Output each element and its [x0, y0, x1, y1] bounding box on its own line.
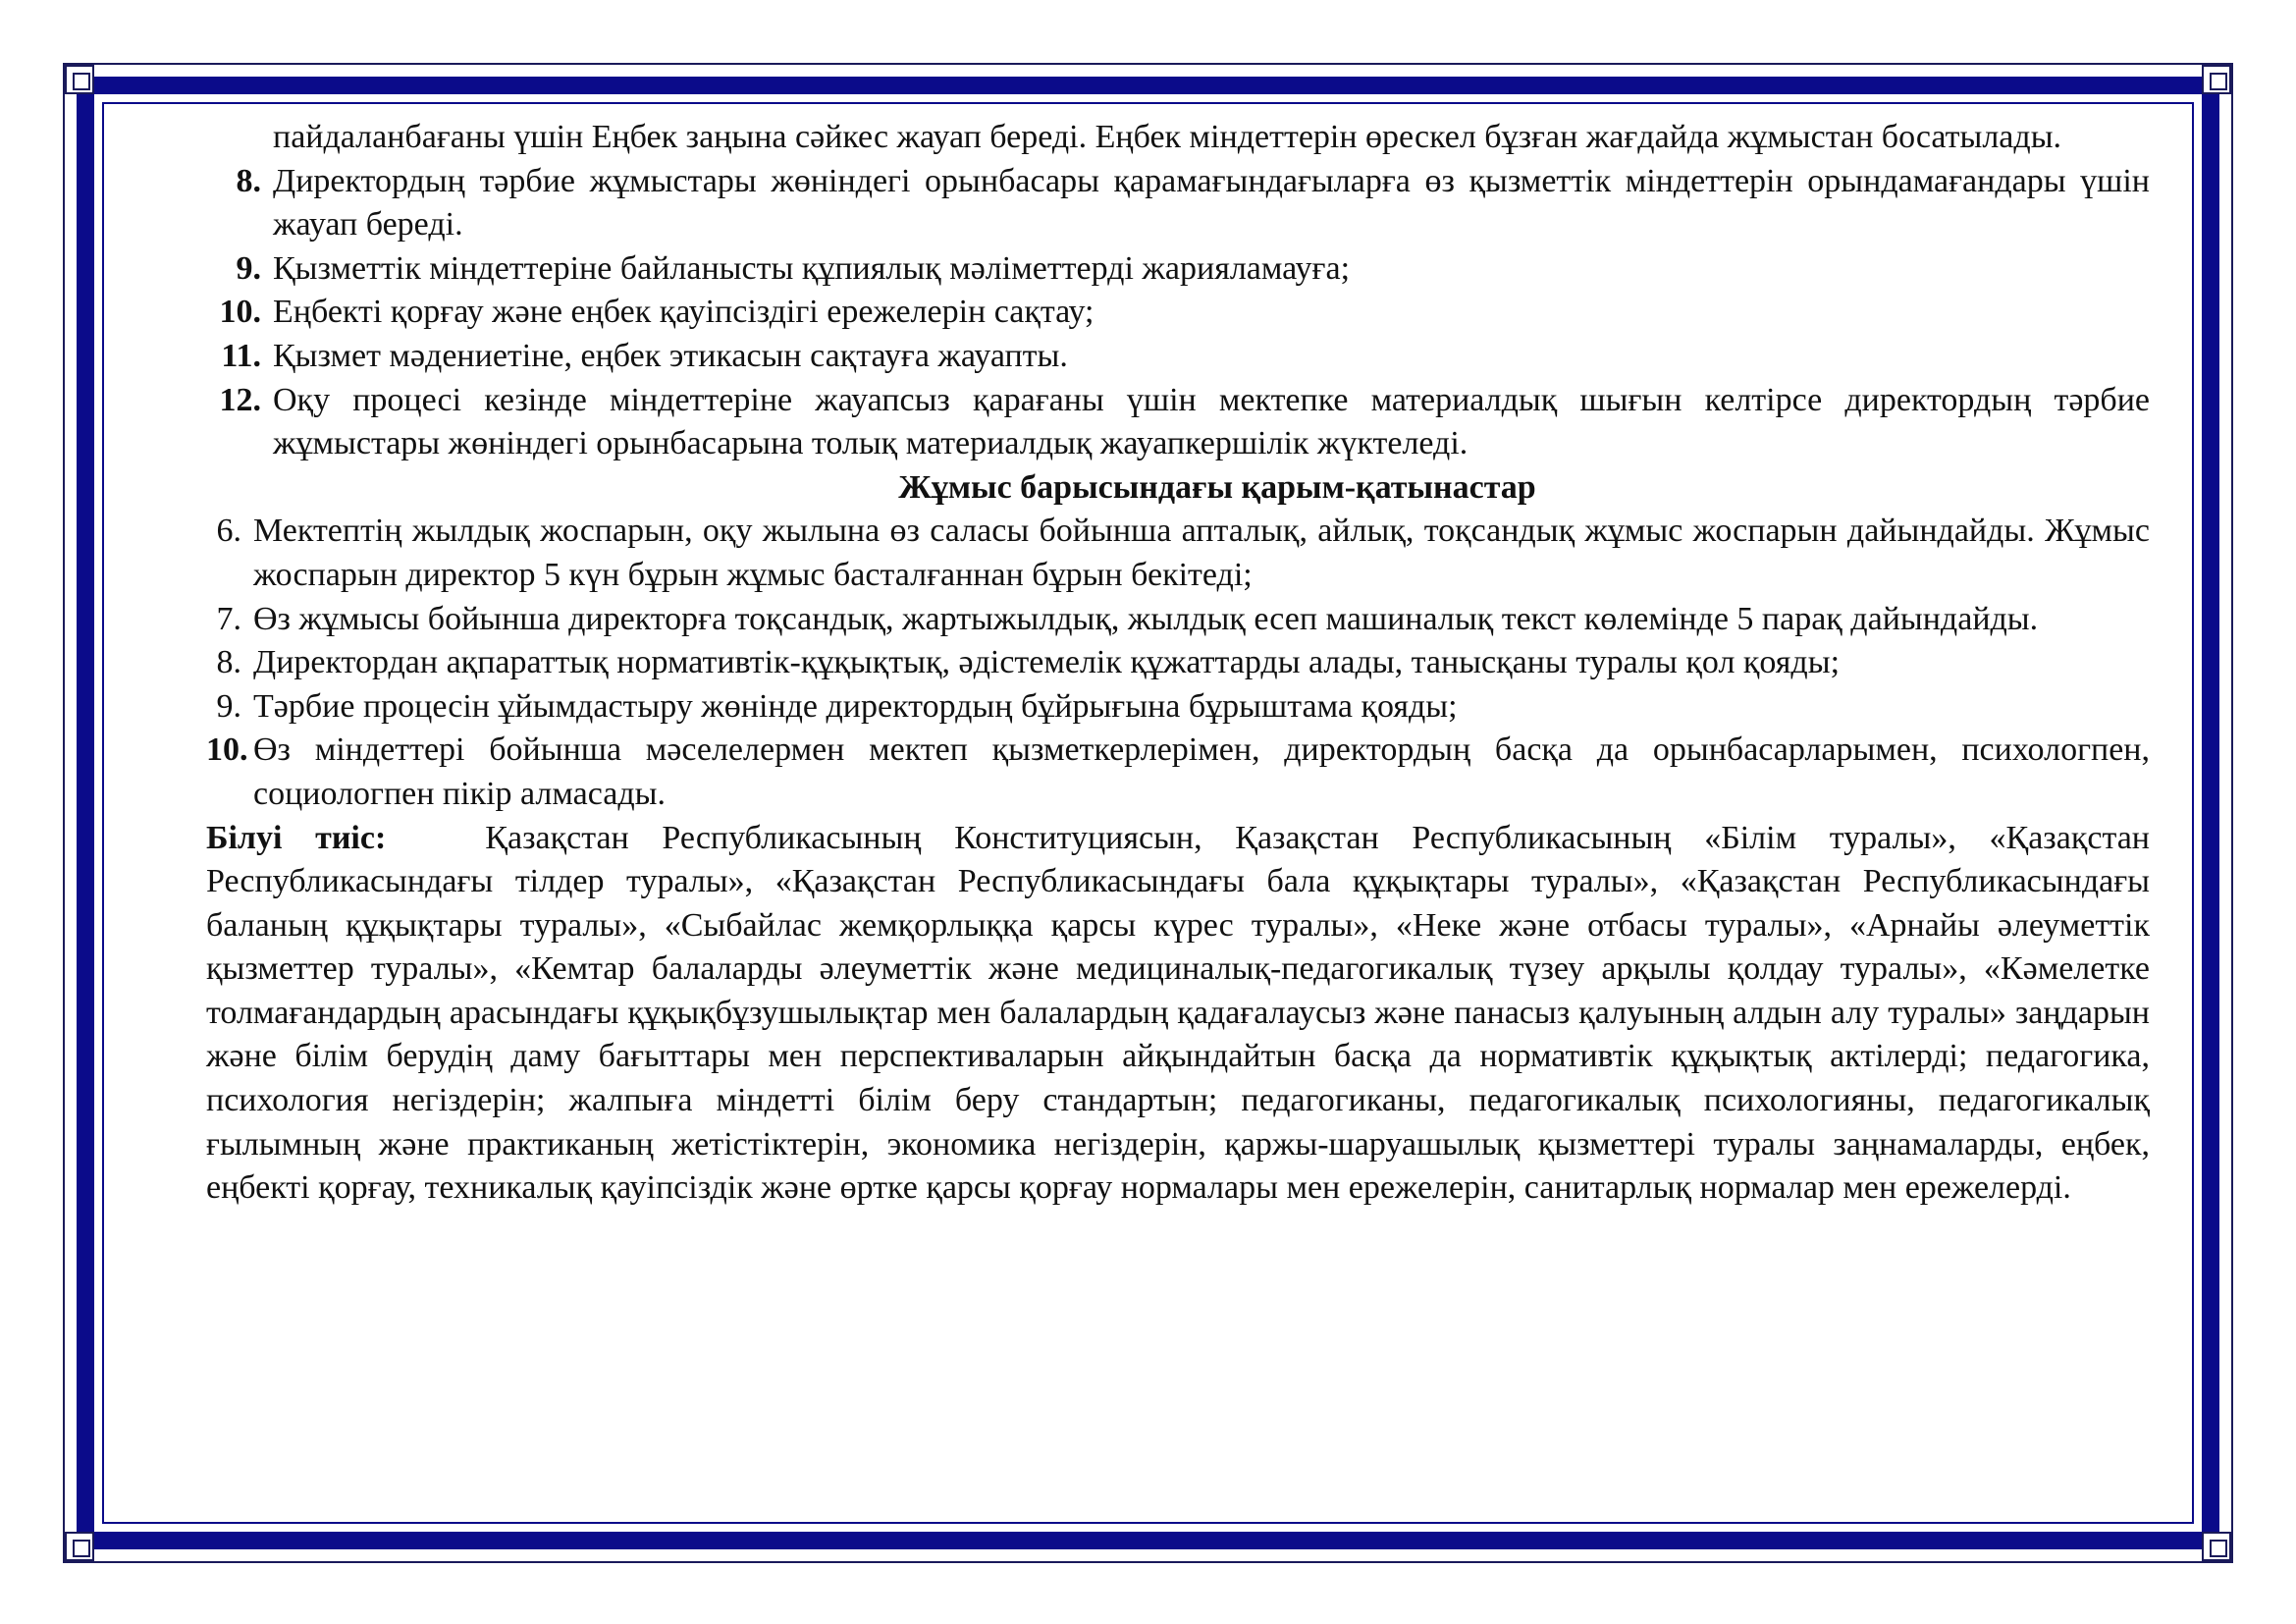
section-heading: Жұмыс барысындағы қарым-қатынастар	[898, 468, 1536, 506]
list-item	[206, 379, 2150, 466]
frame-corner-bottom-left	[65, 1532, 94, 1561]
list-item-text: Директордан ақпараттық нормативтік-құқықтық, әдістемелік құжаттарды алады, танысқаны туралы қол қояды;	[253, 644, 1841, 681]
list-item	[206, 685, 2150, 730]
list-item-text: Өз жұмысы бойынша директорға тоқсандық, жартыжылдық, жылдық есеп машиналық текст көлемінде 5 парақ дайындайды.	[253, 600, 2039, 637]
list-item	[206, 598, 2150, 642]
document-body	[206, 116, 2150, 1211]
list-item	[206, 247, 2150, 292]
list-item-text: Мектептің жылдық жоспарын, оқу жылына өз саласы бойынша апталық, айлық, тоқсандық жұмыс жоспарын дайындайды. Жұмыс жоспарын директор 5 күн бұрын жұмыс басталғаннан бұрын бекітеді;	[253, 513, 2150, 593]
list-item-number: 10.	[206, 731, 248, 769]
list-item	[206, 291, 2150, 335]
list-item-number: 12.	[219, 381, 261, 418]
knowledge-paragraph	[206, 817, 2150, 1211]
frame-corner-bottom-right	[2202, 1532, 2231, 1561]
list-item-number: 8.	[216, 644, 241, 681]
list-item-number: 11.	[221, 337, 261, 374]
list-item-number: 7.	[216, 600, 241, 637]
list-item-number: 6.	[216, 513, 241, 550]
list-item-number: 9.	[236, 249, 261, 287]
list-item-text: Қызметтік міндеттеріне байланысты құпиялық мәліметтерді жарияламауға;	[273, 249, 1351, 287]
continuation-paragraph: пайдаланбағаны үшін Еңбек заңына сәйкес жауап береді. Еңбек міндеттерін өрескел бұзған жағдайда жұмыстан босатылады.	[273, 119, 2062, 155]
list-item	[206, 729, 2150, 816]
list-item-text: Оқу процесі кезінде міндеттеріне жауапсыз қарағаны үшін мектепке материалдық шығын келтірсе директордың тәрбие жұмыстары жөніндегі орынбасарына толық материалдық жауапкершілік жүктеледі.	[273, 381, 2150, 462]
frame-corner-top-left	[65, 65, 94, 94]
list-item	[206, 510, 2150, 597]
list-item-text: Директордың тәрбие жұмыстары жөніндегі орынбасары қарамағындағыларға өз қызметтік міндеттерін орындамағандары үшін жауап береді.	[273, 162, 2150, 244]
list-item-text: Өз міндеттері бойынша мәселелермен мектеп қызметкерлерімен, директордың басқа да орынбасарларымен, психологпен, социологпен пікір алмасады.	[253, 731, 2150, 812]
knowledge-text: Қазақстан Республикасының Конституциясын, Қазақстан Республикасының «Білім туралы», «Қазақстан Республикасындағы тілдер туралы», «Қазақстан Республикасындағы бала құқықтары туралы», «Қазақстан Республикасындағы баланың құқықтары туралы», «Сыбайлас жемқорлыққа қарсы күрес туралы», «Неке және отбасы туралы», «Арнайы әлеуметтік қызметтер туралы», «Кемтар балаларды әлеуметтік және медициналық-педагогикалық түзеу арқылы қолдау туралы», «Кәмелетке толмағандардың арасындағы құқықбұзушылықтар мен балалардың қадағалаусыз және панасыз қалуының алдын алу туралы» заңдарын және білім берудің даму бағыттары мен перспективаларын айқындайтын басқа да нормативтік құқықтық актілерді; педагогика, психология негіздерін; жалпыға міндетті білім беру стандартын; педагогиканы, педагогикалық психологияны, педагогикалық ғылымның және практиканың жетістіктерін, экономика негіздерін, қаржы-шаруашылық қызметтері туралы заңнамаларды, еңбек, еңбекті қорғау, техникалық қауіпсіздік және өртке қарсы қорғау нормалары мен ережелерін, санитарлық нормалар мен ережелерді.	[206, 819, 2150, 1207]
frame-corner-top-right	[2202, 65, 2231, 94]
list-item	[206, 641, 2150, 685]
knowledge-label: Білуі тиіс:	[206, 819, 387, 856]
list-item-number: 10.	[219, 294, 261, 331]
list-item	[206, 160, 2150, 247]
list-item-text: Тәрбие процесін ұйымдастыру жөнінде директордың бұйрығына бұрыштама қояды;	[253, 687, 1458, 725]
list-item-text: Еңбекті қорғау және еңбек қауіпсіздігі ережелерін сақтау;	[273, 294, 1095, 331]
responsibilities-list	[206, 160, 2150, 466]
list-item-number: 9.	[216, 687, 241, 725]
list-item-text: Қызмет мәдениетіне, еңбек этикасын сақтауға жауапты.	[273, 337, 1068, 374]
list-item	[206, 335, 2150, 379]
list-item-number: 8.	[236, 162, 261, 199]
relations-list	[206, 510, 2150, 816]
